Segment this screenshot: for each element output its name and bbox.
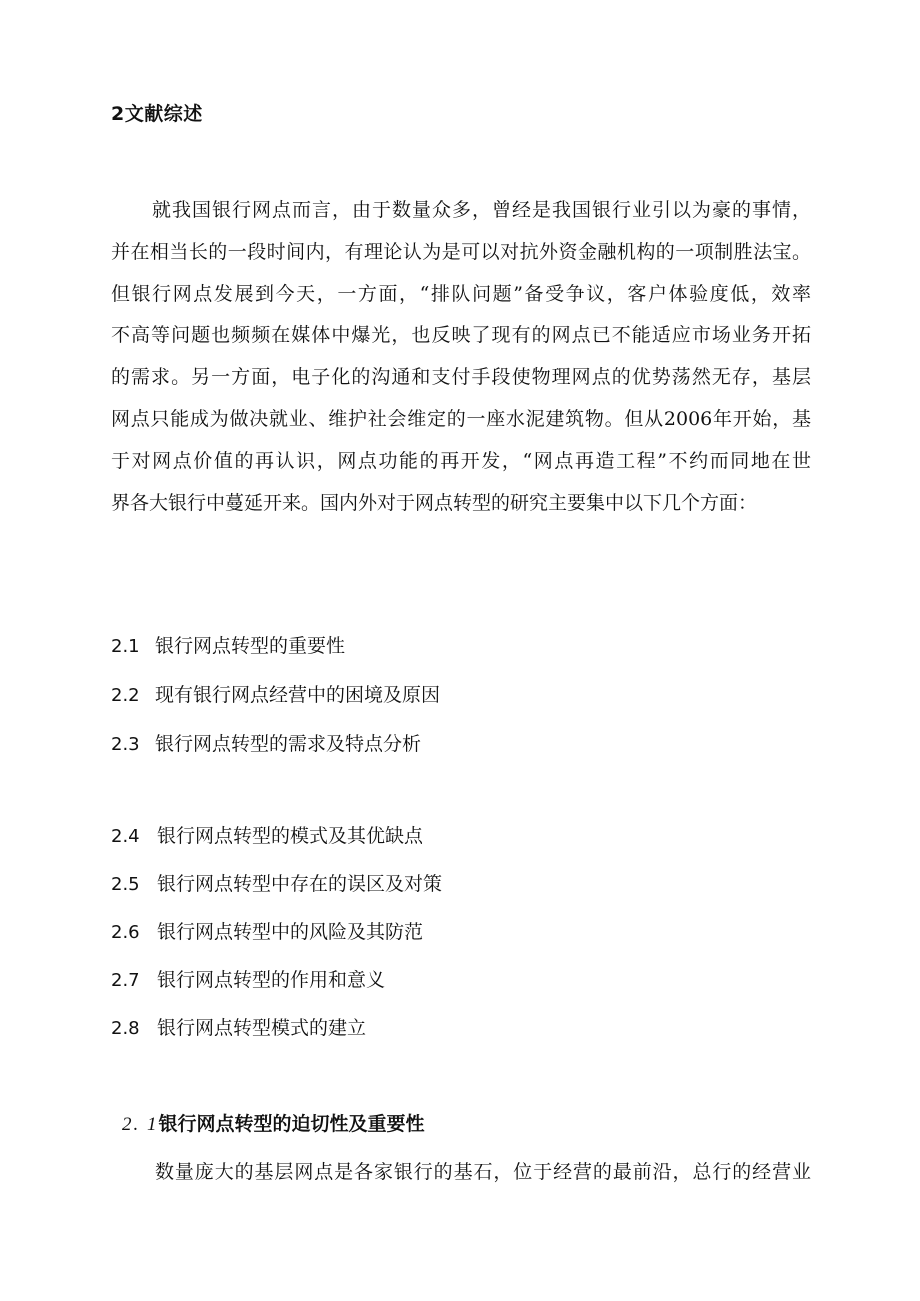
toc-item — [111, 680, 440, 710]
toc-number: 2.6 — [111, 922, 140, 943]
paragraph-line: 但银行网点发展到今天，一方面，“排队问题”备受争议，客户体验度低，效率 — [111, 282, 811, 305]
toc-item — [111, 821, 423, 851]
toc-number: 2.2 — [111, 685, 140, 706]
toc-item — [111, 729, 421, 759]
toc-item — [111, 1013, 366, 1043]
toc-text: 银行网点转型的重要性 — [155, 635, 346, 657]
toc-number: 2.8 — [111, 1018, 140, 1039]
toc-text: 银行网点转型的作用和意义 — [157, 969, 386, 991]
toc-text: 现有银行网点经营中的困境及原因 — [155, 684, 441, 706]
toc-item — [111, 631, 345, 661]
subsection-heading — [122, 1109, 425, 1140]
subsection-number: 2. 1 — [122, 1114, 159, 1135]
paragraph-line: 就我国银行网点而言，由于数量众多，曾经是我国银行业引以为豪的事情， — [152, 199, 811, 221]
toc-number: 2.7 — [111, 970, 140, 991]
paragraph-line: 界各大银行中蔓延开来。国内外对于网点转型的研究主要集中以下几个方面： — [111, 491, 758, 514]
toc-item — [111, 917, 423, 947]
toc-text: 银行网点转型模式的建立 — [157, 1017, 367, 1039]
toc-number: 2.3 — [111, 734, 140, 755]
paragraph-line: 不高等问题也频频在媒体中爆光，也反映了现有的网点已不能适应市场业务开拓 — [111, 324, 811, 347]
toc-number: 2.5 — [111, 874, 140, 895]
paragraph-line: 的需求。另一方面，电子化的沟通和支付手段使物理网点的优势荡然无存，基层 — [111, 366, 811, 389]
toc-item — [111, 965, 385, 995]
paragraph-line: 并在相当长的一段时间内，有理论认为是可以对抗外资金融机构的一项制胜法宝。 — [111, 240, 811, 263]
toc-item — [111, 869, 442, 899]
toc-number: 2.1 — [111, 636, 140, 657]
intro-paragraph — [111, 190, 811, 524]
subsection-paragraph: 数量庞大的基层网点是各家银行的基石，位于经营的最前沿，总行的经营业 — [155, 1161, 811, 1183]
toc-text: 银行网点转型中存在的误区及对策 — [157, 873, 443, 895]
paragraph-line: 网点只能成为做决就业、维护社会维定的一座水泥建筑物。但从2006年开始，基 — [111, 407, 811, 430]
toc-number: 2.4 — [111, 826, 140, 847]
toc-text: 银行网点转型的需求及特点分析 — [155, 733, 422, 755]
subsection-title: 银行网点转型的迫切性及重要性 — [158, 1113, 425, 1135]
section-title: 2文献综述 — [111, 103, 203, 125]
paragraph-line: 于对网点价值的再认识，网点功能的再开发，“网点再造工程”不约而同地在世 — [111, 449, 811, 472]
toc-text: 银行网点转型中的风险及其防范 — [157, 921, 424, 943]
toc-text: 银行网点转型的模式及其优缺点 — [157, 825, 424, 847]
